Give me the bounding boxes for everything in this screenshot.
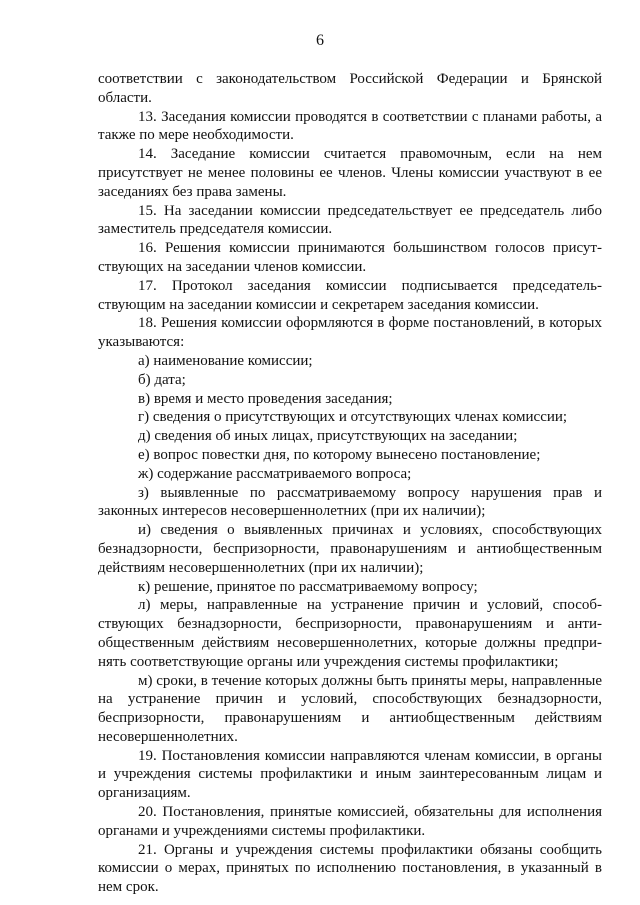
paragraph: соответствии с законодательством Российской Федерации и Брянской области. xyxy=(98,71,602,106)
paragraph: 20. Постановления, принятые комиссией, обязательны для исполнения органами и учреждениями системы профилактики. xyxy=(98,804,602,839)
paragraph: 14. Заседание комиссии считается правомочным, если на нем присутствует не менее половины ее членов. Члены комиссии участвуют в ее заседаниях без права замены. xyxy=(98,146,602,200)
paragraph: 17. Протокол заседания комиссии подписывается председательствующим на заседании комиссии и секретарем заседания комиссии. xyxy=(98,277,602,313)
paragraph: 16. Решения комиссии принимаются большинством голосов присутствующих на заседании членов комиссии. xyxy=(98,240,602,275)
paragraph: б) дата; xyxy=(138,371,186,388)
document-body xyxy=(98,70,602,897)
paragraph: ж) содержание рассматриваемого вопроса; xyxy=(138,465,412,482)
page-number: 6 xyxy=(316,32,324,49)
paragraph: з) выявленные по рассматриваемому вопросу нарушения прав и законных интересов несовершеннолетних (при их наличии); xyxy=(98,484,602,520)
paragraph: в) время и место проведения заседания; xyxy=(138,390,393,407)
paragraph: 19. Постановления комиссии направляются членам комиссии, в органы и учреждения системы профилактики и иным заинтересованным лицам и организациям. xyxy=(98,747,602,802)
paragraph: м) сроки, в течение которых должны быть приняты меры, направленные на устранение причин и условий, способствующих безнадзорности, беспризорности, правонарушениям и антиобщественным действиям несовершеннолетних. xyxy=(98,672,602,745)
paragraph: 18. Решения комиссии оформляются в форме постановлений, в которых указываются: xyxy=(98,315,602,351)
paragraph: е) вопрос повестки дня, по которому вынесено постановление; xyxy=(138,446,541,463)
paragraph: л) меры, направленные на устранение причин и условий, способствующих безнадзорности, беспризорности, правонарушениям и антиобщественным действиям несовершеннолетних, которые должны предпринять соответствующие органы или учреждения системы профилактики; xyxy=(98,597,602,670)
paragraph: д) сведения об иных лицах, присутствующих на заседании; xyxy=(138,428,518,445)
paragraph: 21. Органы и учреждения системы профилактики обязаны сообщить комиссии о мерах, принятых по исполнению постановления, в указанный в нем срок. xyxy=(98,841,602,896)
paragraph: 15. На заседании комиссии председательствует ее председатель либо заместитель председателя комиссии. xyxy=(98,202,602,238)
paragraph: г) сведения о присутствующих и отсутствующих членах комиссии; xyxy=(138,409,568,426)
paragraph: а) наименование комиссии; xyxy=(138,352,313,369)
paragraph: к) решение, принятое по рассматриваемому вопросу; xyxy=(138,578,478,595)
paragraph: и) сведения о выявленных причинах и условиях, способствующих безнадзорности, беспризорности, правонарушениям и антиобщественным действиям несовершеннолетних (при их наличии); xyxy=(98,522,602,576)
paragraph: 13. Заседания комиссии проводятся в соответствии с планами работы, а также по мере необходимости. xyxy=(98,108,602,144)
